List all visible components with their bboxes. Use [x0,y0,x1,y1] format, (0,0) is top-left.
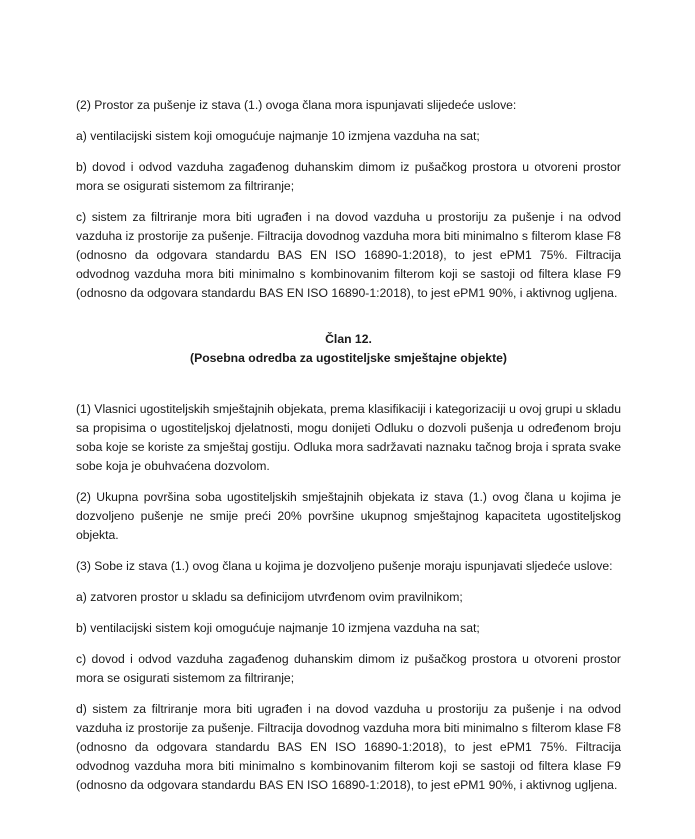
paragraph-3b: b) ventilacijski sistem koji omogućuje najmanje 10 izmjena vazduha na sat; [76,621,480,635]
paragraph-1: (1) Vlasnici ugostiteljskih smještajnih objekata, prema klasifikaciji i kategorizaciji u ovoj grupi u skladu sa propisima o ugostiteljskoj djelatnosti, mogu donijeti Odluku o dozvoli pušenja u određenom broju soba koje se koriste za smještaj gostiju. Odluka mora sadržavati naznaku tačnog broja i sprata svake sobe koja je obuhvaćena dozvolom. [76,402,621,473]
paragraph-3c: c) dovod i odvod vazduha zagađenog duhanskim dimom iz pušačkog prostora u otvoreni prostor mora se osigurati sistemom za filtriranje; [76,652,621,685]
article-subtitle: (Posebna odredba za ugostiteljske smještajne objekte) [190,351,507,365]
section-article-12 [76,400,621,795]
paragraph-2b: b) dovod i odvod vazduha zagađenog duhanskim dimom iz pušačkog prostora u otvoreni prostor mora se osigurati sistemom za filtriranje; [76,160,621,193]
paragraph-3a: a) zatvoren prostor u skladu sa definicijom utvrđenom ovim pravilnikom; [76,590,463,604]
paragraph-3-intro: (3) Sobe iz stava (1.) ovog člana u kojima je dozvoljeno pušenje moraju ispunjavati sljedeće uslove: [76,559,613,573]
paragraph-2: (2) Ukupna površina soba ugostiteljskih smještajnih objekata iz stava (1.) ovog člana u kojima je dozvoljeno pušenje ne smije preći 20% površine ukupnog smještajnog kapaciteta ugostiteljskog objekta. [76,490,621,542]
section-previous-article [76,96,621,303]
paragraph-2-intro: (2) Prostor za pušenje iz stava (1.) ovoga člana mora ispunjavati slijedeće uslove: [76,98,517,112]
paragraph-2c: c) sistem za filtriranje mora biti ugrađen i na dovod vazduha u prostoriju za pušenje i na odvod vazduha iz prostorije za pušenje. Filtracija dovodnog vazduha mora biti minimalno s filterom klase F8 (odnosno da odgovara standardu BAS EN ISO 16890-1:2018), to jest ePM1 75%. Filtracija odvodnog vazduha mora biti minimalno s kombinovanim filterom koji se sastoji od filtera klase F9 (odnosno da odgovara standardu BAS EN ISO 16890-1:2018), to jest ePM1 90%, i aktivnog ugljena. [76,210,621,300]
document-page [76,96,621,807]
paragraph-3d: d) sistem za filtriranje mora biti ugrađen i na dovod vazduha u prostoriju za pušenje i na odvod vazduha iz prostorije za pušenje. Filtracija dovodnog vazduha mora biti minimalno s filterom klase F8 (odnosno da odgovara standardu BAS EN ISO 16890-1:2018), to jest ePM1 75%. Filtracija odvodnog vazduha mora biti minimalno s kombinovanim filterom koji se sastoji od filtera klase F9 (odnosno da odgovara standardu BAS EN ISO 16890-1:2018), to jest ePM1 90%, i aktivnog ugljena. [76,702,621,792]
paragraph-2a: a) ventilacijski sistem koji omogućuje najmanje 10 izmjena vazduha na sat; [76,129,480,143]
article-heading [76,330,621,368]
article-title: Član 12. [325,332,372,346]
